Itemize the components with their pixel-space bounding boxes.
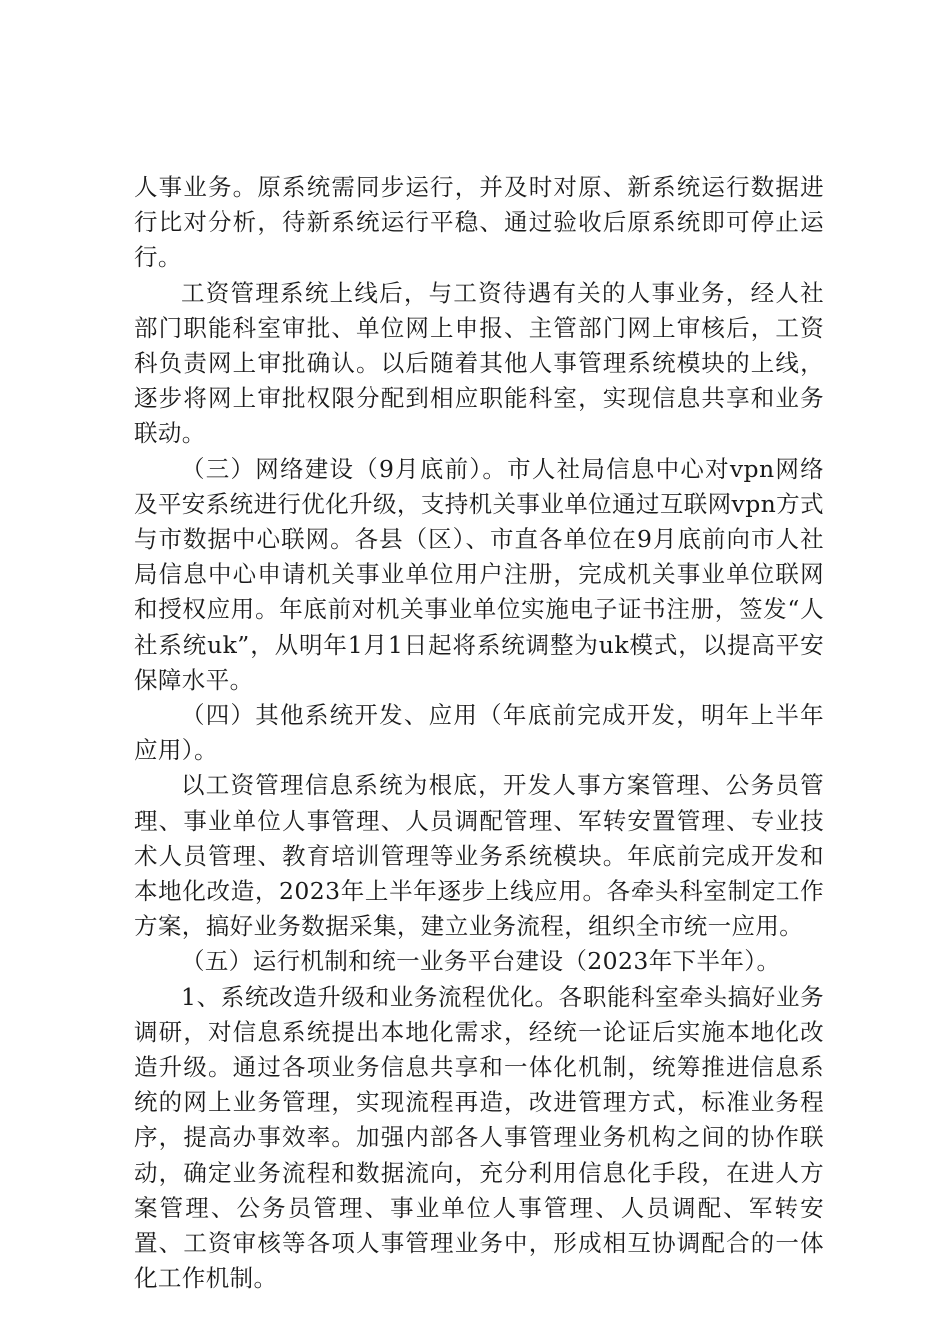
paragraph-other-systems-heading: （四）其他系统开发、应用（年底前完成开发，明年上半年应用）。 [134,701,824,765]
paragraph-system-upgrade: 1、系统改造升级和业务流程优化。各职能科室牵头搞好业务调研，对信息系统提出本地化需求，经统一论证后实施本地化改造升级。通过各项业务信息共享和一体化机制，统筹推进信息系统的网上业务管理，实现流程再造，改进管理方式，标准业务程序，提高办事效率。加强内部各人事管理业务机构之间的协作联动，确定业务流程和数据流向，充分利用信息化手段，在进人方案管理、公务员管理、事业单位人事管理、人员调配、军转安置、工资审核等各项人事管理业务中，形成相互协调配合的一体化工作机制。 [134,982,824,1293]
paragraph-wage-system: 工资管理系统上线后，与工资待遇有关的人事业务，经人社部门职能科室审批、单位网上申报、主管部门网上审核后，工资科负责网上审批确认。以后随着其他人事管理系统模块的上线，逐步将网上审批权限分配到相应职能科室，实现信息共享和业务联动。 [134,278,824,448]
document-page [134,170,824,1297]
paragraph-platform-heading: （五）运行机制和统一业务平台建设（2023年下半年）。 [181,947,781,976]
paragraph-other-systems-body: 以工资管理信息系统为根底，开发人事方案管理、公务员管理、事业单位人事管理、人员调配管理、军转安置管理、专业技术人员管理、教育培训管理等业务系统模块。年底前完成开发和本地化改造，2023年上半年逐步上线应用。各牵头科室制定工作方案，搞好业务数据采集，建立业务流程，组织全市统一应用。 [134,771,824,941]
paragraph-network-construction: （三）网络建设（9月底前）。市人社局信息中心对vpn网络及平安系统进行优化升级，支持机关事业单位通过互联网vpn方式与市数据中心联网。各县（区）、市直各单位在9月底前向市人社局信息中心申请机关事业单位用户注册，完成机关事业单位联网和授权应用。年底前对机关事业单位实施电子证书注册，签发“人社系统uk”，从明年1月1日起将系统调整为uk模式，以提高平安保障水平。 [134,454,824,694]
paragraph-continuation: 人事业务。原系统需同步运行，并及时对原、新系统运行数据进行比对分析，待新系统运行平稳、通过验收后原系统即可停止运行。 [134,173,824,272]
